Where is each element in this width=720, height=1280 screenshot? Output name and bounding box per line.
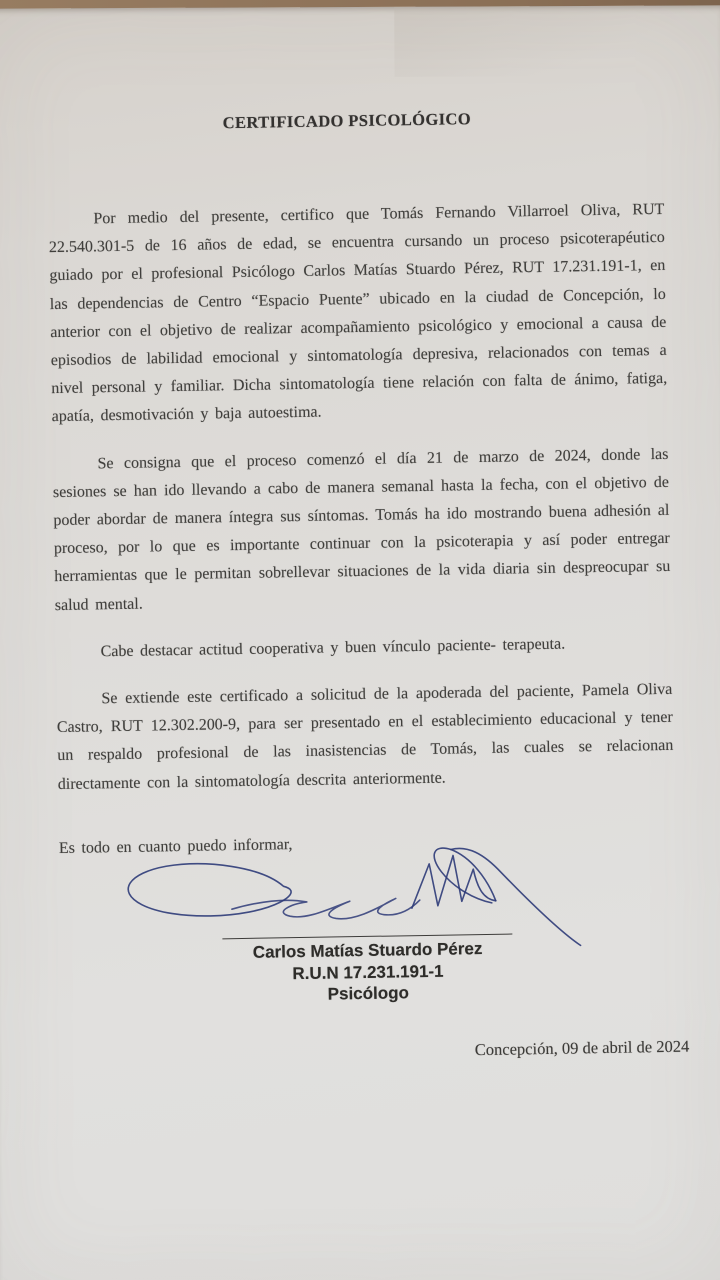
document-content bbox=[0, 1, 720, 1280]
paragraph-intro: Por medio del presente, certifico que Tomás Fernando Villarroel Oliva, RUT 22.540.301-5 de 16 años de edad, se encuentra cursando un proceso psicoterapéutico guiado por el profesional Psicólogo Carlos Matías Stuardo Pérez, RUT 17.231.191-1, en las dependencias de Centro “Espacio Puente” ubicado en la ciudad de Concepción, lo anterior con el objetivo de realizar acompañamiento psicológico y emocional a causa de episodios de labilidad emocional y sintomatología depresiva, relacionados con temas a nivel personal y familiar. Dicha sintomatología tiene relación con falta de ánimo, fatiga, apatía, desmotivación y baja autoestima. bbox=[48, 200, 668, 426]
dateline: Concepción, 09 de abril de 2024 bbox=[474, 1036, 690, 1060]
paper-sheet bbox=[0, 5, 720, 1280]
paragraph-attitude: Cabe destacar actitud cooperativa y buen vínculo paciente- terapeuta. bbox=[100, 635, 566, 661]
document-title: CERTIFICADO PSICOLÓGICO bbox=[222, 109, 472, 133]
signatory-run: R.U.N 17.231.191-1 bbox=[292, 961, 444, 983]
signatory-name: Carlos Matías Stuardo Pérez bbox=[252, 939, 483, 962]
closing-line: Es todo en cuanto puedo informar, bbox=[58, 836, 293, 857]
signatory-role: Psicólogo bbox=[327, 983, 410, 1004]
signature-block bbox=[218, 937, 517, 1007]
paragraph-request: Se extiende este certificado a solicitud de la apoderada del paciente, Pamela Oliva Castro, RUT 12.302.200-9, para ser presentado en el establecimiento educacional y tener un respaldo profesional de las inasistencias de Tomás, las cuales se relacionan directamente con la sintomatología descrita anteriormente. bbox=[56, 680, 674, 793]
paragraph-process: Se consigna que el proceso comenzó el día 21 de marzo de 2024, donde las sesiones se han ido llevando a cabo de manera semanal hasta la fecha, con el objetivo de poder abordar de manera íntegra sus síntomas. Tomás ha ido mostrando buena adhesión al proceso, por lo que es importante continuar con la psicoterapia y así poder entregar herramientas que le permitan sobrellevar situaciones de la vida diaria sin despreocupar su salud mental. bbox=[52, 445, 671, 614]
body-text bbox=[48, 196, 675, 882]
